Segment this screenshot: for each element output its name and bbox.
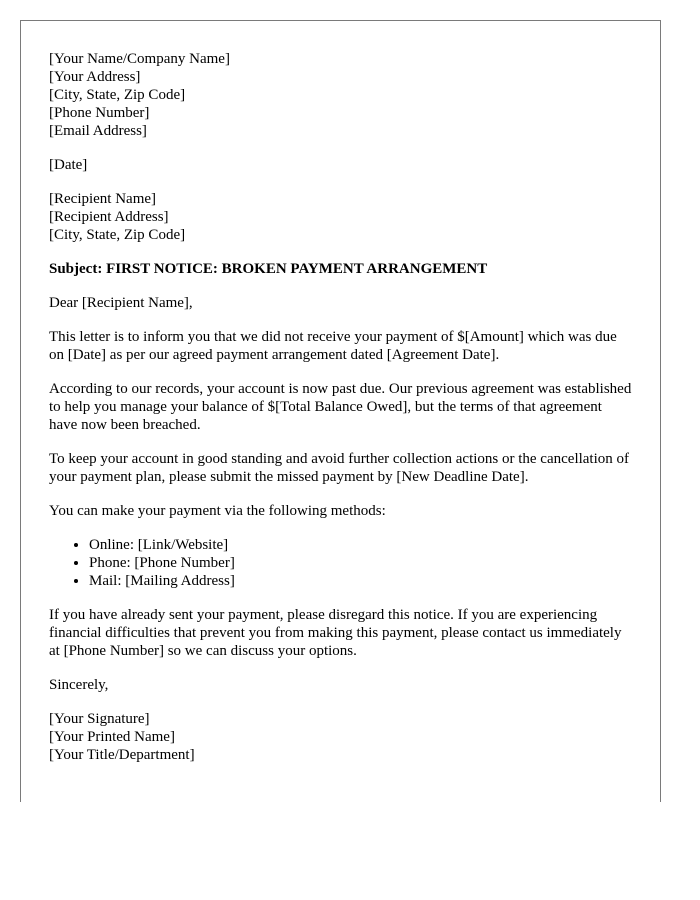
salutation: Dear [Recipient Name],: [49, 295, 193, 311]
list-item: • Online: [Link/Website]: [89, 536, 632, 554]
sender-address: [Your Address]: [49, 69, 141, 85]
list-item: • Mail: [Mailing Address]: [89, 572, 632, 590]
payment-methods-list: [49, 536, 632, 590]
paragraph-past-due: According to our records, your account is now past due. Our previous agreement was established to help you manage your balance of $[Total Balance Owed], but the terms of that agreement have now been breached.: [49, 381, 632, 433]
subject-label: Subject:: [49, 261, 103, 277]
signature-line: [Your Signature]: [49, 711, 150, 727]
recipient-name: [Recipient Name]: [49, 191, 157, 207]
sender-block: [49, 50, 632, 140]
recipient-city-state-zip: [City, State, Zip Code]: [49, 227, 186, 243]
paragraph-disregard: If you have already sent your payment, please disregard this notice. If you are experiencing financial difficulties that prevent you from making this payment, please contact us immediately at [Phone Number] so we can discuss your options.: [49, 607, 622, 659]
letter-date: [Date]: [49, 157, 88, 173]
subject-line: [49, 260, 632, 278]
date-block: [49, 156, 632, 174]
sender-email: [Email Address]: [49, 123, 147, 139]
paragraph-methods-intro: You can make your payment via the following methods:: [49, 503, 386, 519]
recipient-address: [Recipient Address]: [49, 209, 169, 225]
signature-block: [49, 710, 632, 764]
recipient-block: [49, 190, 632, 244]
paragraph-missed-payment: This letter is to inform you that we did not receive your payment of $[Amount] which was due on [Date] as per our agreed payment arrangement dated [Agreement Date].: [49, 329, 617, 363]
title-department: [Your Title/Department]: [49, 747, 195, 763]
letter-page: [20, 20, 661, 802]
subject-text: FIRST NOTICE: BROKEN PAYMENT ARRANGEMENT: [106, 261, 488, 277]
paragraph-deadline: To keep your account in good standing and avoid further collection actions or the cancellation of your payment plan, please submit the missed payment by [New Deadline Date].: [49, 451, 630, 485]
sender-name: [Your Name/Company Name]: [49, 51, 230, 67]
sender-city-state-zip: [City, State, Zip Code]: [49, 87, 186, 103]
printed-name: [Your Printed Name]: [49, 729, 175, 745]
closing: Sincerely,: [49, 677, 109, 693]
list-item: • Phone: [Phone Number]: [89, 554, 632, 572]
sender-phone: [Phone Number]: [49, 105, 150, 121]
